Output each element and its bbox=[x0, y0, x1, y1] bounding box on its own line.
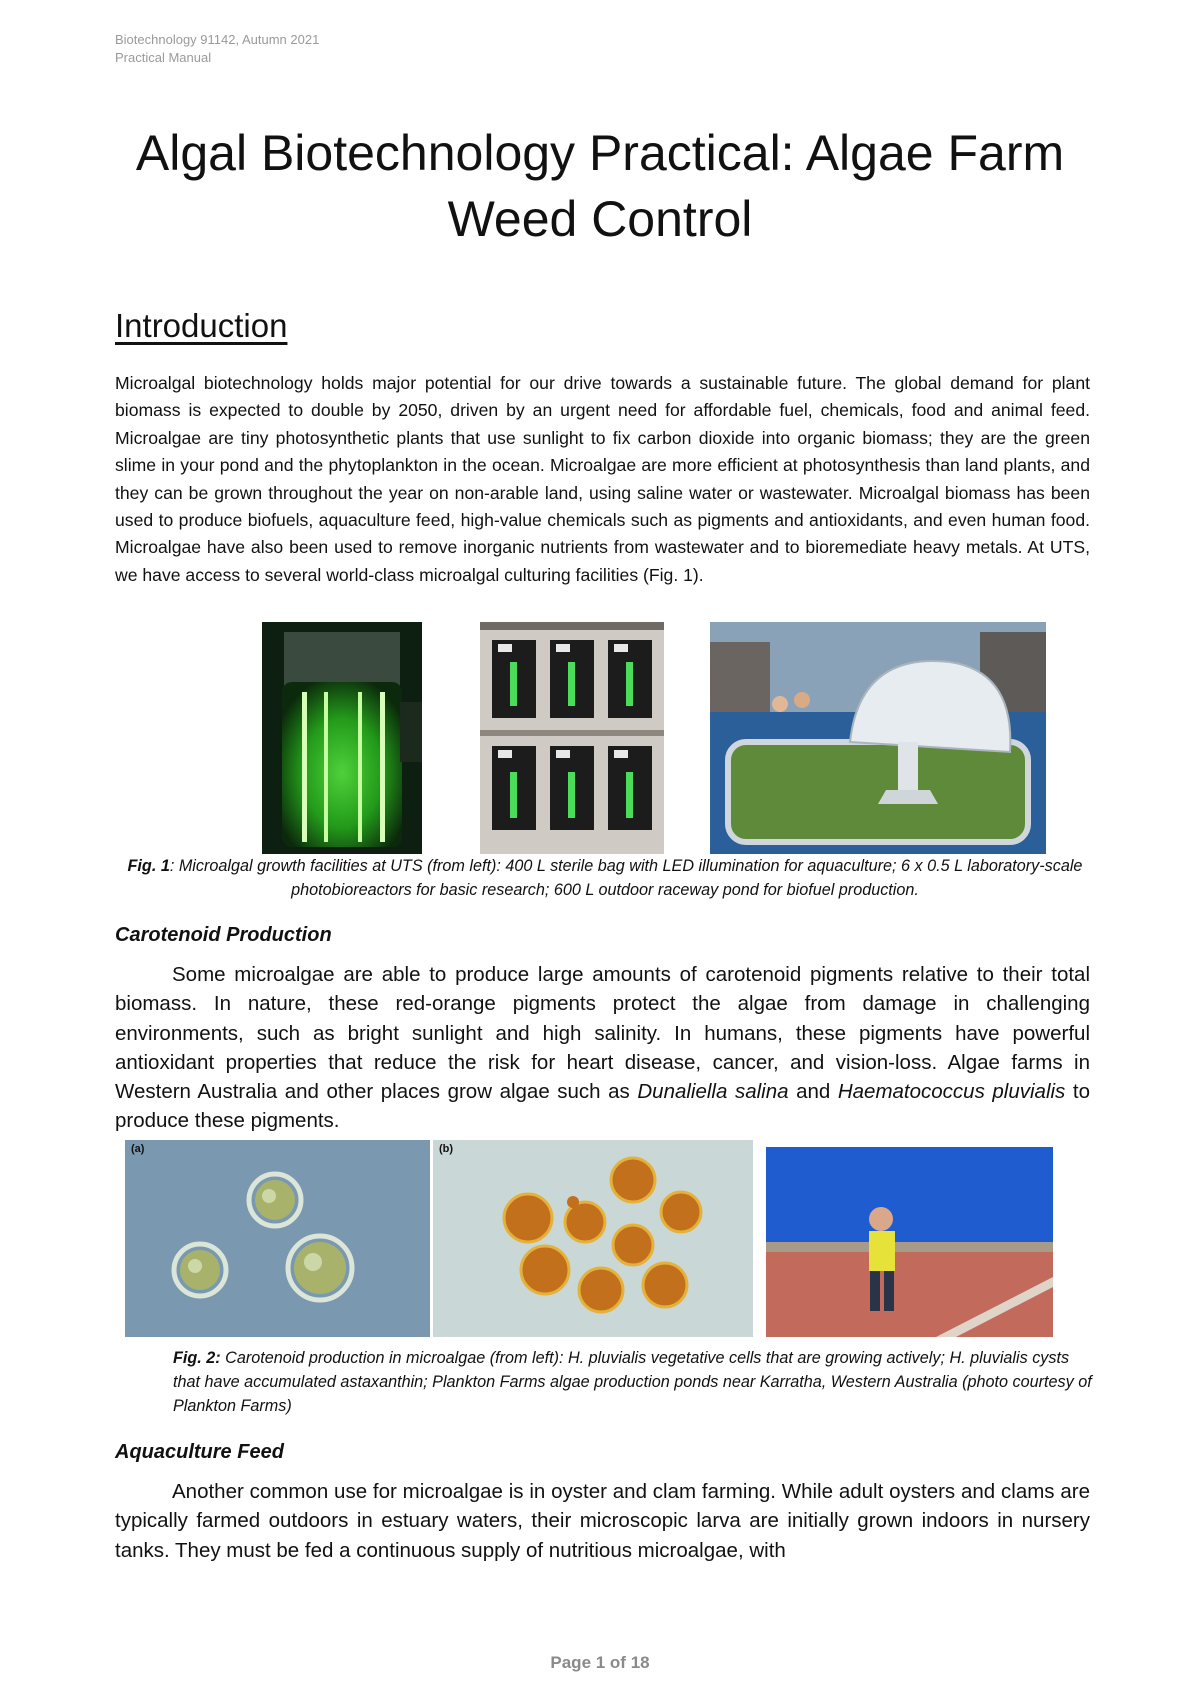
title-line-1: Algal Biotechnology Practical: Algae Farm bbox=[135, 125, 1065, 181]
species-dunaliella: Dunaliella salina bbox=[637, 1080, 789, 1104]
header-manual: Practical Manual bbox=[115, 50, 212, 65]
section-heading-introduction: Introduction bbox=[115, 307, 288, 344]
header-course: Biotechnology 91142, Autumn 2021 bbox=[115, 32, 320, 47]
figure-1-caption-text: : Microalgal growth facilities at UTS (from left): 400 L sterile bag with LED illumination for aquaculture; 6 x 0.5 L laboratory-scale photobioreactors for basic research; 600 L outdoor raceway pond for biofuel production. bbox=[169, 857, 1083, 899]
photo-photobioreactors bbox=[480, 622, 664, 854]
subheading-aquaculture-feed: Aquaculture Feed bbox=[115, 1441, 284, 1463]
title-line-2: Weed Control bbox=[447, 191, 753, 247]
aquaculture-paragraph: Another common use for microalgae is in oyster and clam farming. While adult oysters and clams are typically farmed outdoors in estuary waters, their microscopic larva are initially grown indoors in nursery tanks. They must be fed a continuous supply of nutritious microalgae, with bbox=[115, 1480, 1090, 1562]
subheading-carotenoid-production: Carotenoid Production bbox=[115, 924, 332, 946]
running-header bbox=[115, 31, 319, 67]
figure-2-caption-lead: Fig. 2: bbox=[173, 1349, 221, 1367]
figure-2-caption-text: Carotenoid production in microalgae (from left): H. pluvialis vegetative cells that are growing actively; H. pluvialis cysts that have accumulated astaxanthin; Plankton Farms algae production ponds near Karratha, Western Australia (photo courtesy of Plankton Farms) bbox=[173, 1349, 1092, 1415]
carotenoid-text-1: Some microalgae are able to produce large amounts of carotenoid pigments relative to their total biomass. In nature, these red-orange pigments protect the algae from damage in challenging environments, such as bright sunlight and high salinity. In humans, these pigments have powerful antioxidant properties that reduce the risk for heart disease, cancer, and vision-loss. Algae farms in Western Australia and other places grow algae such as bbox=[115, 963, 1090, 1104]
photo-plankton-farms-ponds bbox=[766, 1147, 1053, 1337]
panel-label-a: (a) bbox=[131, 1143, 145, 1155]
introduction-paragraph: Microalgal biotechnology holds major potential for our drive towards a sustainable future. The global demand for plant biomass is expected to double by 2050, driven by an urgent need for affordable fuel, chemicals, food and animal feed. Microalgae are tiny photosynthetic plants that use sunlight to fix carbon dioxide into organic biomass; they are the green slime in your pond and the phytoplankton in the ocean. Microalgae are more efficient at photosynthesis than land plants, and they can be grown throughout the year on non-arable land, using saline water or wastewater. Microalgal biomass has been used to produce biofuels, aquaculture feed, high-value chemicals such as pigments and antioxidants, and even human food. Microalgae have also been used to remove inorganic nutrients from wastewater and to bioremediate heavy metals. At UTS, we have access to several world-class microalgal culturing facilities (Fig. 1). bbox=[115, 373, 1090, 585]
carotenoid-text-3: to produce these pigments. bbox=[115, 1080, 1090, 1133]
figure-2-caption bbox=[115, 1346, 1095, 1418]
species-haematococcus: Haematococcus pluvialis bbox=[837, 1080, 1066, 1104]
carotenoid-text-2: and bbox=[788, 1080, 838, 1104]
page-number: Page 1 of 18 bbox=[550, 1653, 650, 1672]
figure-1-caption-lead: Fig. 1 bbox=[127, 857, 170, 875]
photo-led-sterile-bag bbox=[262, 622, 422, 854]
document-title bbox=[100, 120, 1100, 252]
photo-vegetative-cells bbox=[125, 1140, 430, 1337]
figure-1-caption bbox=[115, 854, 1095, 902]
carotenoid-paragraph bbox=[115, 960, 1090, 1136]
photo-astaxanthin-cysts bbox=[433, 1140, 753, 1337]
panel-label-b: (b) bbox=[439, 1143, 454, 1155]
photo-outdoor-raceway-pond bbox=[710, 622, 1046, 854]
